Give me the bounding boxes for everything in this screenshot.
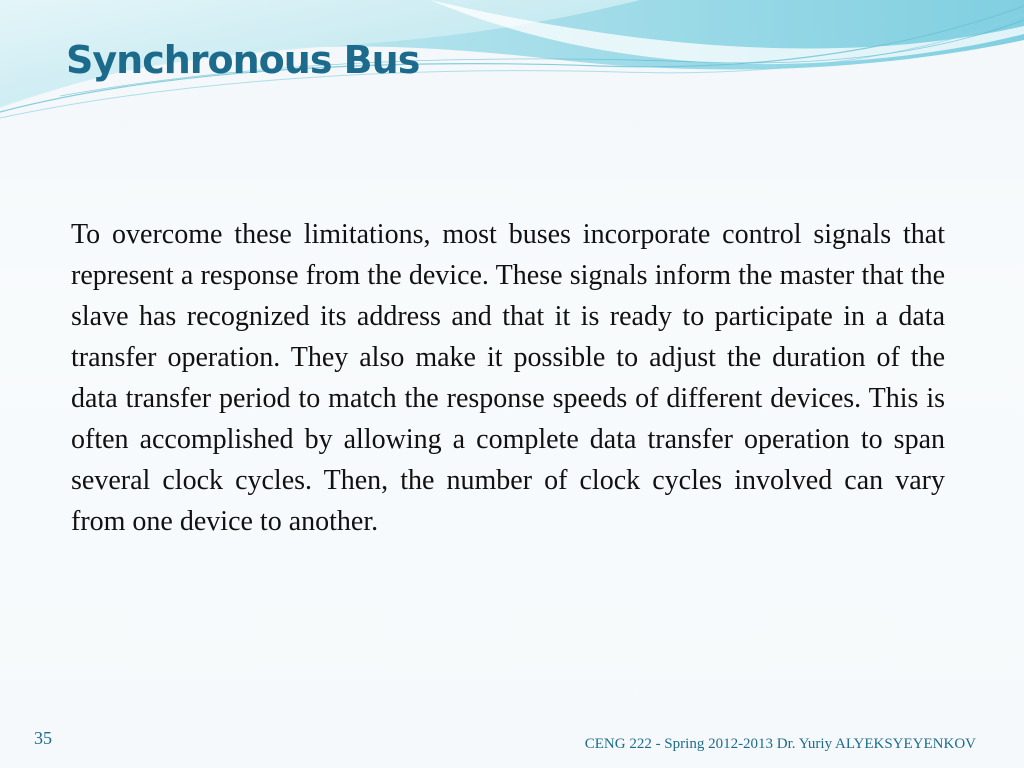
slide-title: Synchronous Bus — [66, 38, 420, 82]
footer-course-info: CENG 222 - Spring 2012-2013 Dr. Yuriy ALYEKSYEYENKOV — [584, 736, 976, 752]
body-paragraph: To overcome these limitations, most buses incorporate control signals that represent a response from the device. These signals inform the master that the slave has recognized its address and that it is ready to participate in a data transfer operation. They also make it possible to adjust the duration of the data transfer period to match the response speeds of different devices. This is often accomplished by allowing a complete data transfer operation to span several clock cycles. Then, the number of clock cycles involved can vary from one device to another. — [71, 219, 945, 537]
slide-number: 35 — [34, 728, 52, 748]
